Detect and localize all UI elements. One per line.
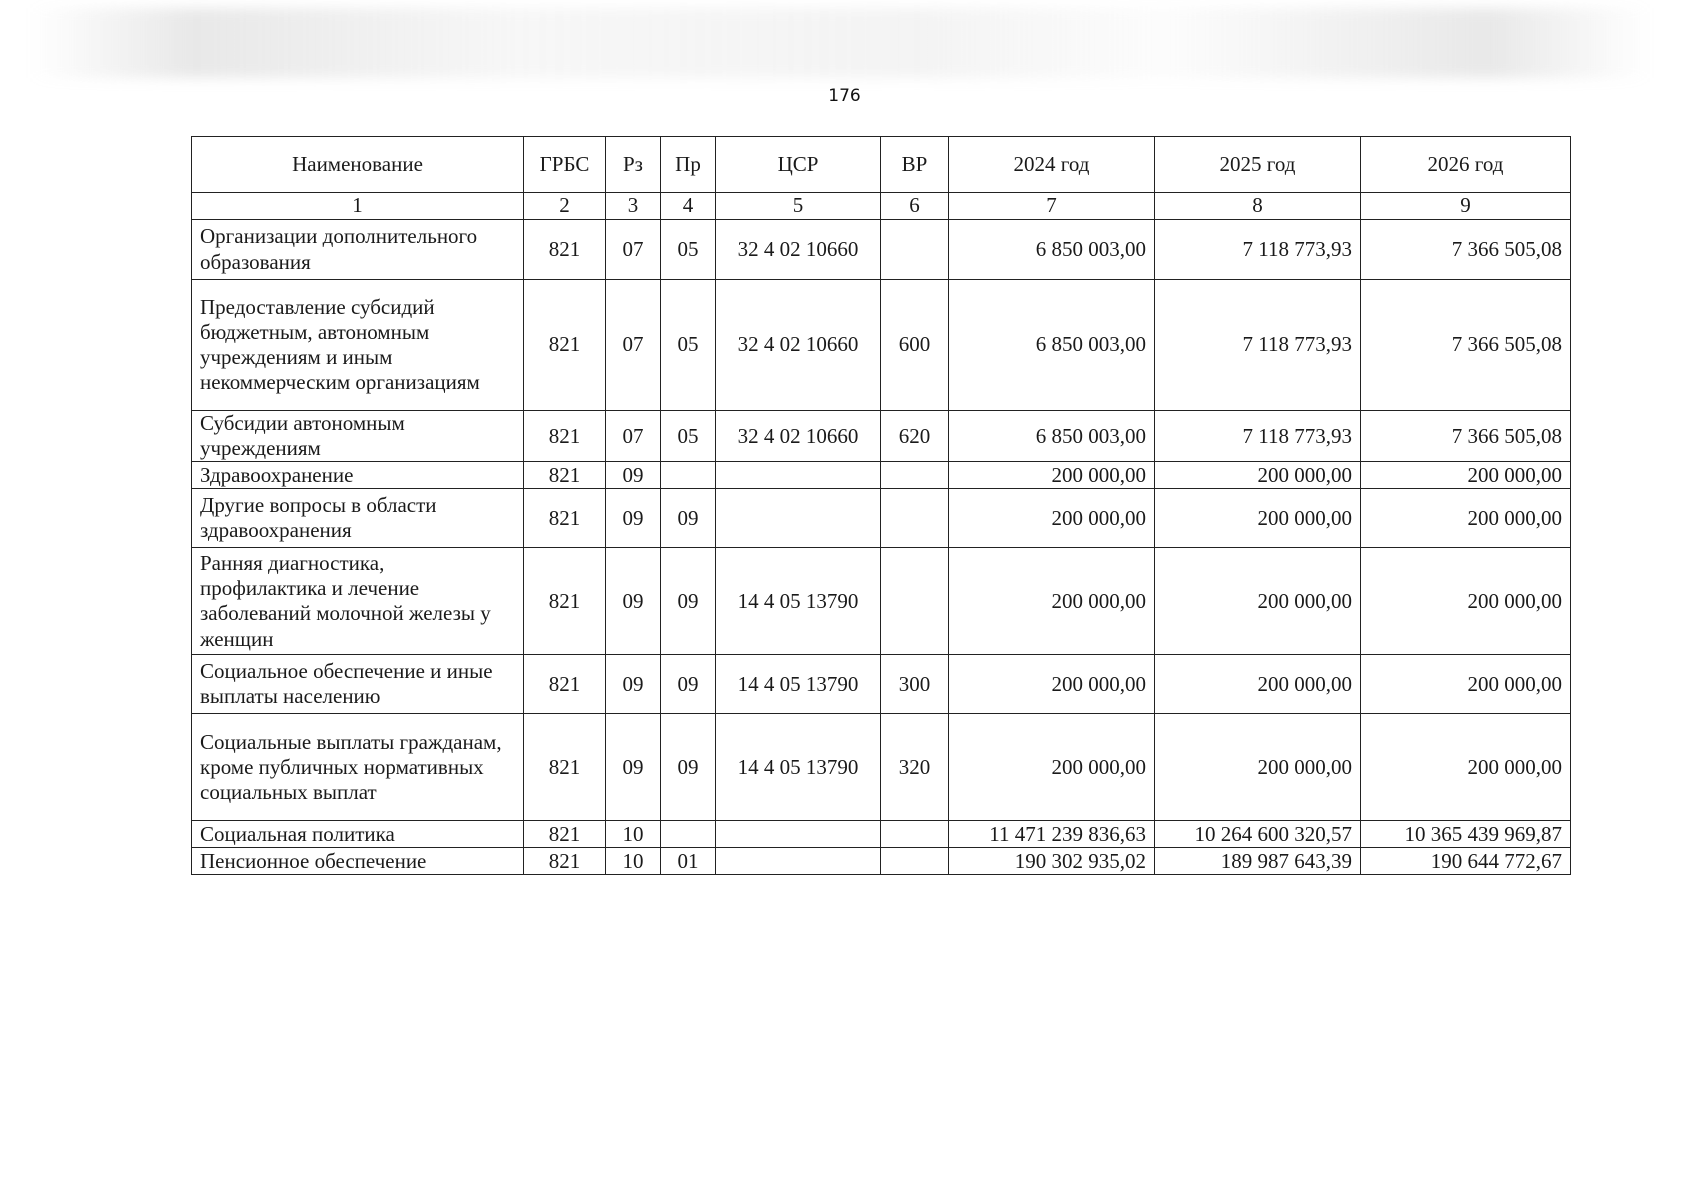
rz-cell: 07 (606, 411, 661, 462)
table-row (192, 821, 1571, 848)
grbs-cell: 821 (524, 489, 606, 548)
rz-cell: 09 (606, 655, 661, 714)
column-number: 3 (606, 193, 661, 220)
column-header: ВР (881, 137, 949, 193)
column-number: 9 (1361, 193, 1571, 220)
amount-2025: 200 000,00 (1155, 548, 1361, 655)
table-row (192, 714, 1571, 821)
table-row (192, 462, 1571, 489)
amount-2024: 200 000,00 (949, 462, 1155, 489)
amount-2026: 7 366 505,08 (1361, 280, 1571, 411)
table-row (192, 548, 1571, 655)
page-number: 176 (828, 86, 861, 106)
csr-cell: 32 4 02 10660 (716, 411, 881, 462)
grbs-cell: 821 (524, 280, 606, 411)
row-name: Социальная политика (192, 821, 524, 848)
vr-cell (881, 821, 949, 848)
column-number: 5 (716, 193, 881, 220)
vr-cell: 300 (881, 655, 949, 714)
rz-cell: 09 (606, 714, 661, 821)
pr-cell (661, 821, 716, 848)
vr-cell (881, 462, 949, 489)
table-row (192, 411, 1571, 462)
grbs-cell: 821 (524, 220, 606, 280)
grbs-cell: 821 (524, 462, 606, 489)
table-row (192, 280, 1571, 411)
grbs-cell: 821 (524, 821, 606, 848)
vr-cell: 320 (881, 714, 949, 821)
column-number: 4 (661, 193, 716, 220)
rz-cell: 09 (606, 462, 661, 489)
pr-cell: 05 (661, 411, 716, 462)
amount-2026: 190 644 772,67 (1361, 848, 1571, 875)
csr-cell (716, 462, 881, 489)
grbs-cell: 821 (524, 548, 606, 655)
csr-cell (716, 848, 881, 875)
amount-2024: 190 302 935,02 (949, 848, 1155, 875)
vr-cell (881, 548, 949, 655)
amount-2025: 7 118 773,93 (1155, 411, 1361, 462)
amount-2024: 200 000,00 (949, 714, 1155, 821)
column-header: 2026 год (1361, 137, 1571, 193)
csr-cell: 14 4 05 13790 (716, 714, 881, 821)
column-header: Рз (606, 137, 661, 193)
amount-2026: 10 365 439 969,87 (1361, 821, 1571, 848)
vr-cell: 600 (881, 280, 949, 411)
vr-cell (881, 848, 949, 875)
row-name: Другие вопросы в области здравоохранения (192, 489, 524, 548)
row-name: Здравоохранение (192, 462, 524, 489)
amount-2026: 7 366 505,08 (1361, 220, 1571, 280)
vr-cell: 620 (881, 411, 949, 462)
vr-cell (881, 489, 949, 548)
header-row (192, 137, 1571, 193)
csr-cell: 32 4 02 10660 (716, 220, 881, 280)
amount-2026: 200 000,00 (1361, 548, 1571, 655)
column-header: ГРБС (524, 137, 606, 193)
pr-cell: 09 (661, 489, 716, 548)
row-name: Пенсионное обеспечение (192, 848, 524, 875)
table-row (192, 848, 1571, 875)
amount-2024: 6 850 003,00 (949, 411, 1155, 462)
column-header: ЦСР (716, 137, 881, 193)
pr-cell (661, 462, 716, 489)
row-name: Социальные выплаты гражданам, кроме публичных нормативных социальных выплат (192, 714, 524, 821)
amount-2026: 200 000,00 (1361, 462, 1571, 489)
csr-cell (716, 489, 881, 548)
amount-2026: 7 366 505,08 (1361, 411, 1571, 462)
amount-2024: 200 000,00 (949, 489, 1155, 548)
csr-cell (716, 821, 881, 848)
csr-cell: 14 4 05 13790 (716, 655, 881, 714)
amount-2024: 200 000,00 (949, 655, 1155, 714)
pr-cell: 09 (661, 548, 716, 655)
amount-2026: 200 000,00 (1361, 489, 1571, 548)
column-number: 7 (949, 193, 1155, 220)
amount-2025: 10 264 600 320,57 (1155, 821, 1361, 848)
rz-cell: 09 (606, 548, 661, 655)
amount-2025: 200 000,00 (1155, 462, 1361, 489)
amount-2025: 200 000,00 (1155, 655, 1361, 714)
pr-cell: 05 (661, 220, 716, 280)
column-header: 2024 год (949, 137, 1155, 193)
grbs-cell: 821 (524, 848, 606, 875)
rz-cell: 07 (606, 220, 661, 280)
amount-2024: 6 850 003,00 (949, 220, 1155, 280)
amount-2025: 7 118 773,93 (1155, 280, 1361, 411)
rz-cell: 07 (606, 280, 661, 411)
column-header: Наименование (192, 137, 524, 193)
amount-2025: 189 987 643,39 (1155, 848, 1361, 875)
budget-table (191, 136, 1571, 875)
amount-2025: 200 000,00 (1155, 714, 1361, 821)
column-number-row (192, 193, 1571, 220)
pr-cell: 01 (661, 848, 716, 875)
grbs-cell: 821 (524, 411, 606, 462)
table-row (192, 655, 1571, 714)
column-number: 2 (524, 193, 606, 220)
amount-2024: 200 000,00 (949, 548, 1155, 655)
amount-2026: 200 000,00 (1361, 655, 1571, 714)
rz-cell: 09 (606, 489, 661, 548)
column-header: 2025 год (1155, 137, 1361, 193)
table-row (192, 489, 1571, 548)
row-name: Предоставление субсидий бюджетным, автономным учреждениям и иным некоммерческим организациям (192, 280, 524, 411)
grbs-cell: 821 (524, 655, 606, 714)
row-name: Ранняя диагностика, профилактика и лечение заболеваний молочной железы у женщин (192, 548, 524, 655)
column-header: Пр (661, 137, 716, 193)
csr-cell: 14 4 05 13790 (716, 548, 881, 655)
amount-2025: 200 000,00 (1155, 489, 1361, 548)
column-number: 8 (1155, 193, 1361, 220)
row-name: Субсидии автономным учреждениям (192, 411, 524, 462)
grbs-cell: 821 (524, 714, 606, 821)
amount-2024: 6 850 003,00 (949, 280, 1155, 411)
amount-2024: 11 471 239 836,63 (949, 821, 1155, 848)
rz-cell: 10 (606, 821, 661, 848)
amount-2026: 200 000,00 (1361, 714, 1571, 821)
column-number: 1 (192, 193, 524, 220)
pr-cell: 09 (661, 714, 716, 821)
vr-cell (881, 220, 949, 280)
row-name: Организации дополнительного образования (192, 220, 524, 280)
column-number: 6 (881, 193, 949, 220)
csr-cell: 32 4 02 10660 (716, 280, 881, 411)
pr-cell: 05 (661, 280, 716, 411)
scan-shadow (30, 8, 1650, 78)
table-row (192, 220, 1571, 280)
pr-cell: 09 (661, 655, 716, 714)
row-name: Социальное обеспечение и иные выплаты населению (192, 655, 524, 714)
rz-cell: 10 (606, 848, 661, 875)
amount-2025: 7 118 773,93 (1155, 220, 1361, 280)
